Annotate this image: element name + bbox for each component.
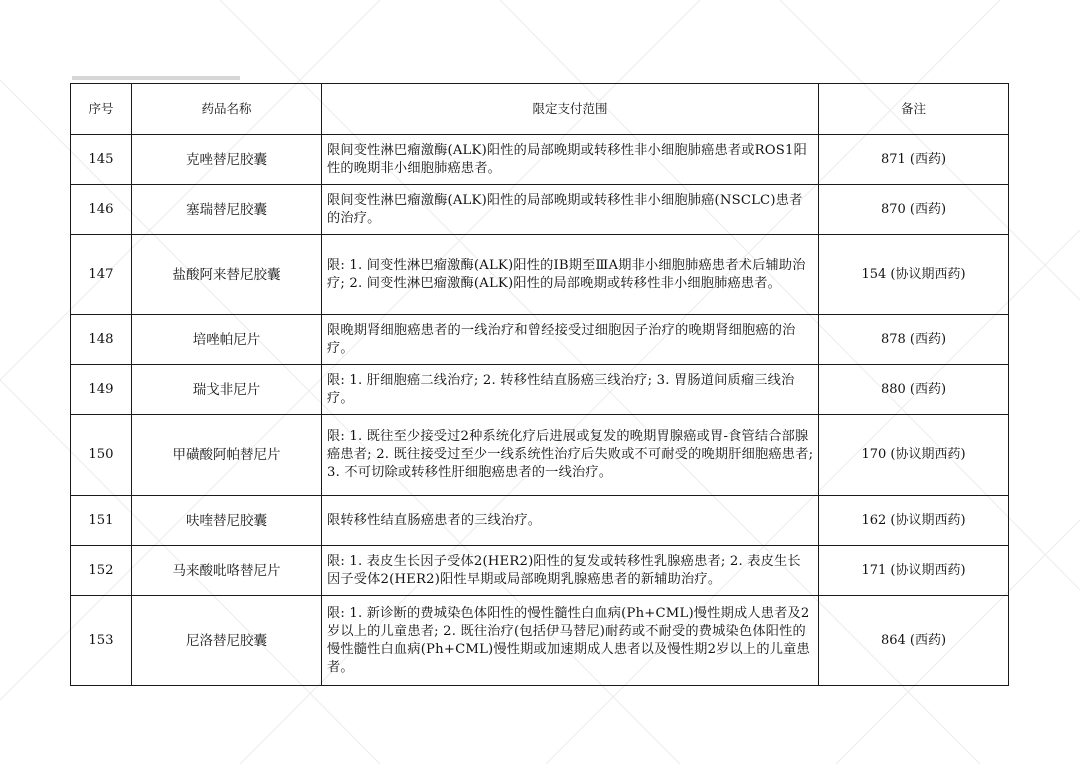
- payment-scope: 限: 1. 表皮生长因子受体2(HER2)阳性的复发或转移性乳腺癌患者; 2. 表皮生长因子受体2(HER2)阳性早期或局部晚期乳腺癌患者的新辅助治疗。: [322, 546, 819, 596]
- drug-note: 162 (协议期西药): [819, 496, 1009, 546]
- drug-name: 克唑替尼胶囊: [132, 135, 322, 185]
- drug-note: 170 (协议期西药): [819, 415, 1009, 496]
- row-number: 145: [71, 135, 132, 185]
- drug-name: 瑞戈非尼片: [132, 365, 322, 415]
- header-decoration: [72, 76, 240, 80]
- drug-name: 马来酸吡咯替尼片: [132, 546, 322, 596]
- row-number: 147: [71, 235, 132, 315]
- payment-scope: 限转移性结直肠癌患者的三线治疗。: [322, 496, 819, 546]
- row-number: 150: [71, 415, 132, 496]
- drug-name: 甲磺酸阿帕替尼片: [132, 415, 322, 496]
- payment-scope: 限间变性淋巴瘤激酶(ALK)阳性的局部晚期或转移性非小细胞肺癌(NSCLC)患者的治疗。: [322, 185, 819, 235]
- drug-table: [70, 83, 1009, 686]
- row-number: 151: [71, 496, 132, 546]
- drug-note: 878 (西药): [819, 315, 1009, 365]
- drug-note: 880 (西药): [819, 365, 1009, 415]
- table-row: [71, 135, 1009, 185]
- drug-name: 培唑帕尼片: [132, 315, 322, 365]
- table-row: [71, 185, 1009, 235]
- payment-scope: 限晚期肾细胞癌患者的一线治疗和曾经接受过细胞因子治疗的晚期肾细胞癌的治疗。: [322, 315, 819, 365]
- table-row: [71, 596, 1009, 686]
- table-row: [71, 415, 1009, 496]
- row-number: 146: [71, 185, 132, 235]
- table-row: [71, 365, 1009, 415]
- row-number: 149: [71, 365, 132, 415]
- row-number: 152: [71, 546, 132, 596]
- drug-note: 171 (协议期西药): [819, 546, 1009, 596]
- table-row: [71, 235, 1009, 315]
- table-header-row: [71, 84, 1009, 135]
- drug-note: 864 (西药): [819, 596, 1009, 686]
- drug-note: 870 (西药): [819, 185, 1009, 235]
- header-name: 药品名称: [132, 84, 322, 135]
- row-number: 153: [71, 596, 132, 686]
- payment-scope: 限: 1. 既往至少接受过2种系统化疗后进展或复发的晚期胃腺癌或胃-食管结合部腺癌患者; 2. 既往接受过至少一线系统性治疗后失败或不可耐受的晚期肝细胞癌患者; 3. 不可切除或转移性肝细胞癌患者的一线治疗。: [322, 415, 819, 496]
- payment-scope: 限间变性淋巴瘤激酶(ALK)阳性的局部晚期或转移性非小细胞肺癌患者或ROS1阳性的晚期非小细胞肺癌患者。: [322, 135, 819, 185]
- table-row: [71, 546, 1009, 596]
- payment-scope: 限: 1. 新诊断的费城染色体阳性的慢性髓性白血病(Ph+CML)慢性期成人患者及2岁以上的儿童患者; 2. 既往治疗(包括伊马替尼)耐药或不耐受的费城染色体阳性的慢性髓性白血病(Ph+CML)慢性期或加速期成人患者以及慢性期2岁以上的儿童患者。: [322, 596, 819, 686]
- payment-scope: 限: 1. 肝细胞癌二线治疗; 2. 转移性结直肠癌三线治疗; 3. 胃肠道间质瘤三线治疗。: [322, 365, 819, 415]
- drug-name: 呋喹替尼胶囊: [132, 496, 322, 546]
- drug-note: 871 (西药): [819, 135, 1009, 185]
- payment-scope: 限: 1. 间变性淋巴瘤激酶(ALK)阳性的ⅠB期至ⅢA期非小细胞肺癌患者术后辅助治疗; 2. 间变性淋巴瘤激酶(ALK)阳性的局部晚期或转移性非小细胞肺癌患者。: [322, 235, 819, 315]
- row-number: 148: [71, 315, 132, 365]
- header-num: 序号: [71, 84, 132, 135]
- header-note: 备注: [819, 84, 1009, 135]
- header-scope: 限定支付范围: [322, 84, 819, 135]
- drug-note: 154 (协议期西药): [819, 235, 1009, 315]
- drug-name: 尼洛替尼胶囊: [132, 596, 322, 686]
- table-row: [71, 315, 1009, 365]
- table-row: [71, 496, 1009, 546]
- drug-name: 塞瑞替尼胶囊: [132, 185, 322, 235]
- drug-name: 盐酸阿来替尼胶囊: [132, 235, 322, 315]
